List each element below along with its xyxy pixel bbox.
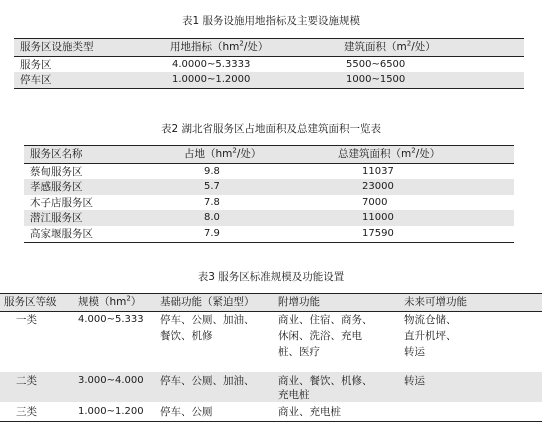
table1-row1-type: 服务区 — [20, 59, 52, 71]
table1-bottom-rule — [14, 88, 524, 89]
table1-header-type: 服务区设施类型 — [20, 41, 94, 53]
table3-row1-scale: 4.000~5.333 — [78, 314, 144, 325]
table2-row2-band — [24, 179, 514, 195]
table3-header-scale: 规模$(hm^2)$ — [78, 294, 142, 308]
table3-header-basic: 基础功能（紧迫型） — [160, 296, 255, 308]
table2-header-band — [24, 146, 514, 163]
table3-row3-added-line1: 商业、充电桩 — [278, 406, 341, 418]
table2-header-rule — [24, 163, 514, 164]
table3-row1-added-line2: 休闲、洗浴、充电 — [278, 330, 362, 342]
table2-row5-area: 7.9 — [204, 228, 220, 239]
table2-header-floorarea: 总建筑面积（$m^2/$处） — [338, 146, 441, 160]
table2-header-area: 占地（$hm^2/$处） — [184, 146, 262, 160]
table3-header-rule — [0, 311, 542, 312]
table3-row1-future-line2: 直升机坪、 — [404, 330, 457, 342]
table1-header-rule — [14, 56, 524, 57]
table2-row1-floorarea: 11037 — [362, 166, 394, 177]
table2-row4-floorarea: 11000 — [362, 212, 394, 223]
table3-header-grade: 服务区等级 — [4, 296, 57, 308]
table2-header-name: 服务区名称 — [30, 148, 83, 160]
table1-header-landuse: 用地指标（$hm^2/$处） — [170, 39, 269, 53]
table2-row3-name: 木子店服务区 — [30, 197, 93, 209]
table1-row1-floorarea: 5500~6500 — [346, 59, 406, 70]
table2-row2-floorarea: 23000 — [362, 181, 394, 192]
table2-row2-name: 孝感服务区 — [30, 181, 83, 193]
table3-row1-basic-line1: 停车、公厕、加油、 — [160, 314, 255, 326]
table3-row3-grade: 三类 — [16, 406, 37, 418]
table3-row1-future-line1: 物流仓储、 — [404, 314, 457, 326]
table3-row3-scale: 1.000~1.200 — [78, 406, 144, 417]
table3-caption: 表3 服务区标准规模及功能设置 — [197, 271, 345, 283]
table2-row2-area: 5.7 — [204, 181, 220, 192]
table1-caption: 表1 服务设施用地指标及主要设施规模 — [181, 15, 361, 27]
table1-row2-type: 停车区 — [20, 74, 52, 86]
table2-row4-band — [24, 210, 514, 226]
table3-row2-basic-line1: 停车、公厕、加油、 — [160, 375, 255, 387]
table1-header-floorarea: 建筑面积（$m^2/$处） — [344, 39, 436, 53]
table3-row2-scale: 3.000~4.000 — [78, 375, 144, 386]
table3-row2-added-line2: 充电桩 — [278, 389, 310, 401]
table2-row5-name: 高家堰服务区 — [30, 228, 93, 240]
table3-header-added: 附增功能 — [278, 296, 320, 308]
table3-row2-added-line1: 商业、餐饮、机修、 — [278, 375, 373, 387]
table3-row1-basic-line2: 餐饮、机修 — [160, 330, 213, 342]
table3-row1-added-line1: 商业、住宿、商务、 — [278, 314, 373, 326]
table3-row1-future-line3: 转运 — [404, 346, 425, 358]
table3-header-future: 未来可增功能 — [404, 296, 467, 308]
table3-bottom-rule — [0, 421, 542, 422]
table3-row1-added-line3: 桩、医疗 — [278, 346, 320, 358]
table2-row3-floorarea: 7000 — [362, 197, 388, 208]
table3-row1-grade: 一类 — [16, 314, 37, 326]
table2-row4-area: 8.0 — [204, 212, 220, 223]
table2-row3-area: 7.8 — [204, 197, 220, 208]
table3-row2-future-line1: 转运 — [404, 375, 425, 387]
table2-row1-name: 蔡甸服务区 — [30, 166, 83, 178]
table1-row2-landuse: 1.0000~1.2000 — [172, 74, 251, 85]
table1-row1-landuse: 4.0000~5.3333 — [172, 59, 251, 70]
table1-row2-floorarea: 1000~1500 — [346, 74, 406, 85]
table3-row3-basic-line1: 停车、公厕 — [160, 406, 213, 418]
table2-row1-area: 9.8 — [204, 166, 220, 177]
table2-caption: 表2 湖北省服务区占地面积及总建筑面积一览表 — [160, 123, 382, 135]
table2-row5-floorarea: 17590 — [362, 228, 394, 239]
table2-bottom-rule — [24, 242, 514, 243]
table1-row2-band — [14, 72, 524, 88]
table3-row2-grade: 二类 — [16, 375, 37, 387]
table2-row4-name: 潜江服务区 — [30, 212, 83, 224]
